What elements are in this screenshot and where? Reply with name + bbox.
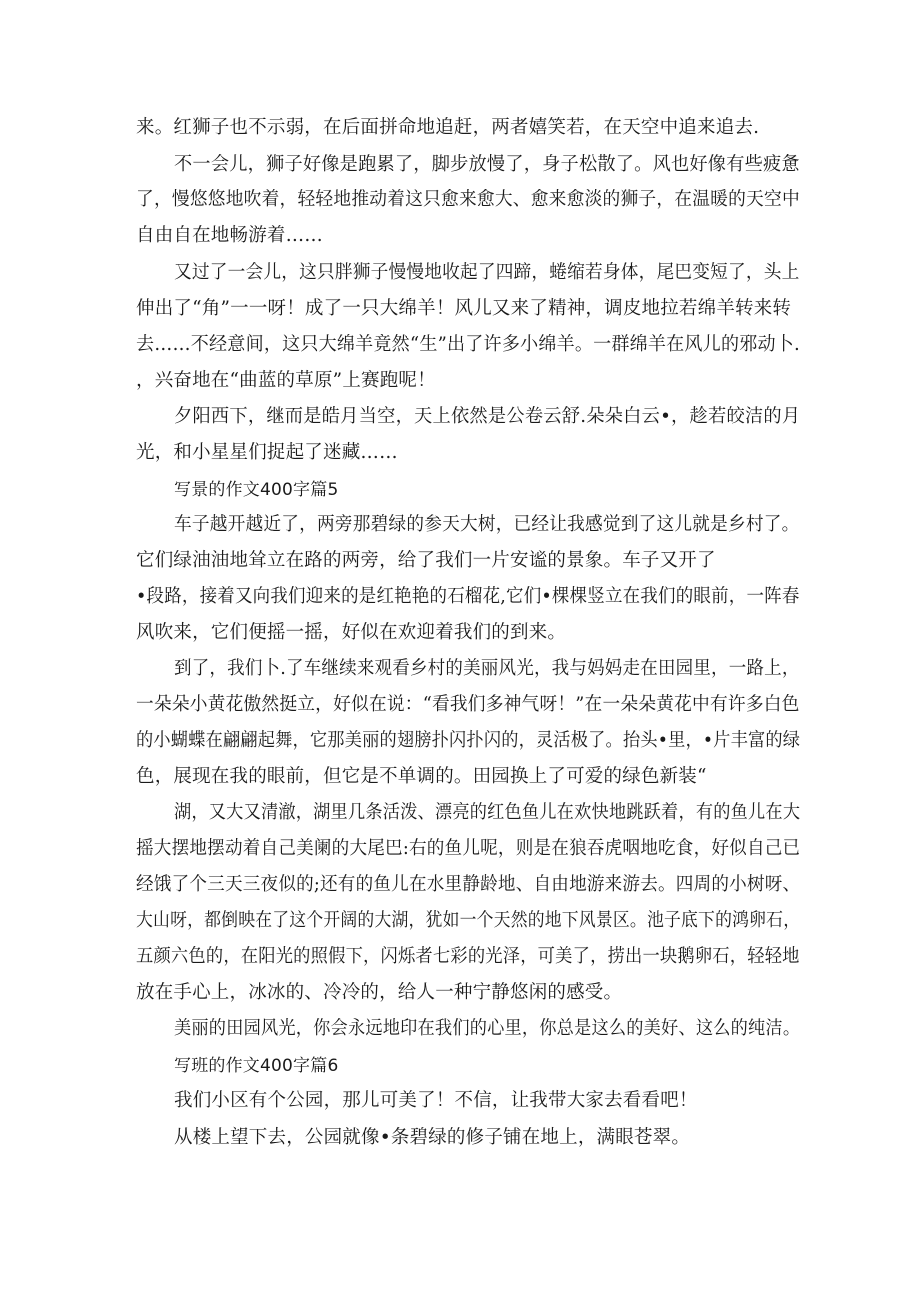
text-line: 来。红狮子也不示弱，在后面拼命地追赶，两者嬉笑若，在天空中追来追去. [136, 117, 760, 138]
text-line: 去……不经意间，这只大绵羊竟然“生”出了许多小绵羊。一群绵羊在风儿的邪动卜. [136, 334, 800, 355]
text-line: 放在手心上，冰冰的、冷冷的，给人一种宁静悠闲的感受。 [136, 982, 623, 1003]
text-line: 到了，我们卜.了车继续来观看乡村的美丽风光，我与妈妈走在田园里，一路上， [174, 658, 800, 679]
text-line: 了，慢悠悠地吹着，轻轻地推动着这只愈来愈大、愈来愈淡的狮子，在温暖的天空中 [136, 189, 800, 210]
text-line: 车子越开越近了，两旁那碧绿的参天大树，已经让我感觉到了这儿就是乡村了。 [174, 514, 800, 535]
text-line: 我们小区有个公园，那儿可美了！不信，让我带大家去看看吧！ [174, 1090, 698, 1111]
text-line: 湖，又大又清澈，湖里几条活泼、漂亮的红色鱼儿在欢快地跳跃着，有的鱼儿在大 [174, 802, 801, 823]
section-heading: 写景的作文400字篇5 [174, 480, 339, 500]
text-line: 色，展现在我的眼前，但它是不单调的。田园换上了可爱的绿色新装“ [136, 766, 707, 787]
text-line: 不一会儿，狮子好像是跑累了，脚步放慢了，身子松散了。风也好像有些疲惫 [174, 154, 800, 175]
text-line: 一朵朵小黄花傲然挺立，好似在说：“看我们多神气呀！”在一朵朵黄花中有许多白色 [136, 694, 800, 715]
text-line: 又过了一会儿，这只胖狮子慢慢地收起了四蹄，蜷缩若身体，尾巴变短了，头上 [174, 262, 800, 283]
text-line: 摇大摆地摆动着自己美阑的大尾巴:右的鱼儿呢，则是在狼吞虎咽地吃食，好似自己已 [136, 838, 801, 859]
text-line: 大山呀，都倒映在了这个开阔的大湖，犹如一个天然的地下风景区。池子底下的鸿卵石， [136, 910, 801, 931]
text-line: 自由自在地畅游着…… [136, 225, 324, 246]
text-line: ，兴奋地在“曲蓝的草原”上赛跑呢！ [136, 370, 436, 391]
text-line: 光，和小星星们捉起了迷藏…… [136, 442, 398, 463]
section-heading: 写班的作文400字篇6 [174, 1056, 339, 1076]
text-line: 它们绿油油地耸立在路的两旁，给了我们一片安谧的景象。车子又开了 [136, 550, 716, 571]
text-line: 从楼上望下去，公园就像•条碧绿的修子铺在地上，满眼苍翠。 [174, 1127, 691, 1148]
text-line: •段路，接着又向我们迎来的是红艳艳的石榴花,它们•棵棵竖立在我们的眼前，一阵春 [136, 586, 800, 607]
text-line: 美丽的田园风光，你会永远地印在我们的心里，你总是这么的美好、这么的纯洁。 [174, 1018, 801, 1039]
text-line: 的小蝴蝶在翩翩起舞，它那美丽的翅膀扑闪扑闪的，灵活极了。抬头•里，•片丰富的绿 [136, 730, 801, 751]
text-line: 五颜六色的，在阳光的照假下，闪烁者七彩的光泽，可美了，捞出一块鹅卵石，轻轻地 [136, 946, 800, 967]
text-line: 伸出了“角”一一呀！成了一只大绵羊！风儿又来了精神，调皮地拉若绵羊转来转 [136, 298, 792, 319]
text-line: 经饿了个三天三夜似的;还有的鱼儿在水里静龄地、自由地游来游去。四周的小树呀、 [136, 874, 801, 895]
text-line: 风吹来，它们便摇一摇，好似在欢迎着我们的到来。 [136, 622, 567, 643]
text-line: 夕阳西下，继而是皓月当空，天上依然是公卷云舒.朵朵白云•，趁若皎洁的月 [174, 406, 801, 427]
